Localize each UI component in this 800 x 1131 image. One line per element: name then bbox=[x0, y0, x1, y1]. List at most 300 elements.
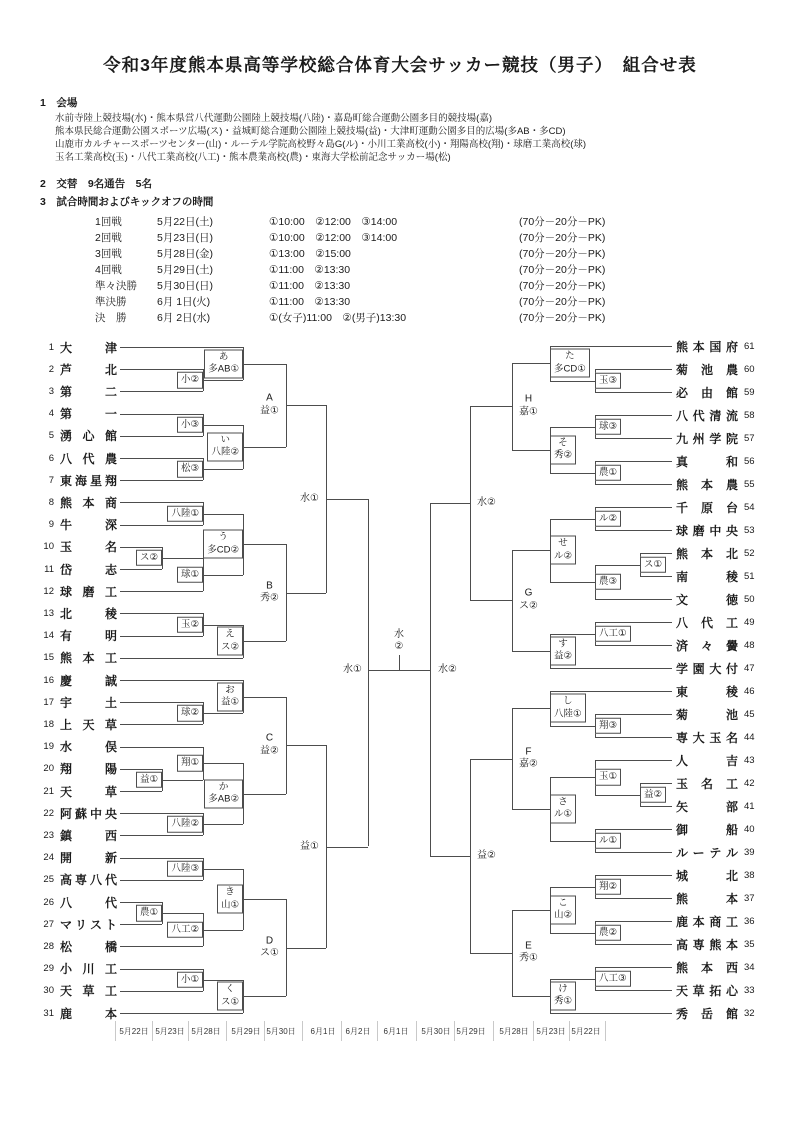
team-seed-number: 38 bbox=[744, 869, 755, 881]
team-row bbox=[38, 361, 118, 377]
team-seed-number: 61 bbox=[744, 340, 755, 352]
team-row bbox=[676, 338, 762, 354]
bracket-line bbox=[595, 392, 672, 393]
team-name-char: 流 bbox=[725, 408, 738, 423]
team-name-char: 高 bbox=[676, 937, 689, 952]
team-name-char: 草 bbox=[692, 983, 705, 998]
team-name-char: テ bbox=[709, 845, 722, 860]
team-name-char: 池 bbox=[700, 362, 713, 377]
team-seed-number: 30 bbox=[43, 985, 54, 997]
team-name-char: 牛 bbox=[60, 518, 73, 533]
team-row bbox=[38, 916, 118, 932]
match-label: 玉② bbox=[177, 616, 203, 633]
bracket-line bbox=[120, 414, 203, 415]
match-label: き 山① bbox=[217, 885, 243, 914]
team-seed-number: 18 bbox=[43, 718, 54, 730]
bracket-line bbox=[595, 599, 672, 600]
team-name-char: 稜 bbox=[104, 606, 117, 621]
bracket-line bbox=[550, 634, 595, 635]
team-name-char: 八 bbox=[60, 895, 73, 910]
bracket-line bbox=[640, 576, 672, 577]
final-match-label: 水 ② bbox=[394, 629, 404, 652]
bracket-line bbox=[595, 829, 672, 830]
team-name bbox=[676, 407, 738, 424]
team-name bbox=[676, 683, 738, 700]
team-name-char: 志 bbox=[104, 562, 117, 577]
team-seed-number: 35 bbox=[744, 938, 755, 950]
team-name-char: 商 bbox=[709, 914, 722, 929]
bracket-line bbox=[550, 668, 672, 669]
team-name-char: 原 bbox=[700, 500, 713, 515]
team-name-char: 熊 bbox=[60, 495, 73, 510]
team-name-char: 大 bbox=[692, 730, 705, 745]
bracket-line bbox=[595, 565, 640, 566]
bracket-line bbox=[550, 473, 595, 474]
team-name-char: 館 bbox=[725, 385, 738, 400]
team-name-char: 上 bbox=[60, 717, 73, 732]
team-name-char: 工 bbox=[104, 984, 117, 999]
match-label: そ 秀② bbox=[550, 435, 576, 464]
footer-tick bbox=[493, 1021, 494, 1041]
schedule-row bbox=[95, 230, 669, 245]
bracket-line bbox=[120, 791, 162, 792]
team-name-char: 八 bbox=[676, 615, 689, 630]
team-row bbox=[38, 694, 118, 710]
team-name-char: 一 bbox=[104, 407, 117, 422]
footer-date: 5月29日 bbox=[231, 1027, 261, 1036]
team-row bbox=[38, 383, 118, 399]
team-name-char: 橋 bbox=[104, 939, 117, 954]
bracket-line bbox=[120, 991, 203, 992]
team-name-char: 玉 bbox=[676, 776, 689, 791]
team-name-char: 黌 bbox=[725, 638, 738, 653]
team-name-char: 北 bbox=[725, 868, 738, 883]
bracket-line bbox=[595, 530, 672, 531]
team-name-char: 名 bbox=[725, 730, 738, 745]
team-row bbox=[38, 406, 118, 422]
team-name-char: 北 bbox=[725, 546, 738, 561]
team-name-char: 本 bbox=[692, 914, 705, 929]
bracket-line bbox=[595, 714, 672, 715]
match-label: 農② bbox=[595, 924, 621, 941]
match-format: (70分－20分－PK) bbox=[519, 232, 606, 244]
team-name-char: 陽 bbox=[104, 762, 117, 777]
team-name-char: 御 bbox=[676, 822, 689, 837]
team-seed-number: 59 bbox=[744, 386, 755, 398]
match-format: (70分－20分－PK) bbox=[519, 280, 606, 292]
team-name-char: 湧 bbox=[60, 429, 73, 444]
team-name-char: 府 bbox=[725, 339, 738, 354]
team-row bbox=[676, 614, 762, 630]
team-name-char: 農 bbox=[104, 451, 117, 466]
bracket-line bbox=[595, 369, 672, 370]
match-label: 八工② bbox=[167, 922, 203, 939]
team-name bbox=[676, 338, 738, 355]
team-row bbox=[38, 472, 118, 488]
team-name-char: 心 bbox=[725, 983, 738, 998]
team-name-char: 天 bbox=[60, 984, 73, 999]
team-name-char: 球 bbox=[676, 523, 689, 538]
footer-tick bbox=[377, 1021, 378, 1041]
team-seed-number: 31 bbox=[43, 1007, 54, 1019]
kickoff-times: ①11:00 ②13:30 bbox=[269, 280, 351, 292]
team-name-char: 磨 bbox=[692, 523, 705, 538]
team-name-char: 宇 bbox=[60, 695, 73, 710]
team-name-char: 熊 bbox=[709, 937, 722, 952]
footer-tick bbox=[264, 1021, 265, 1041]
team-name bbox=[60, 982, 117, 999]
semifinal-right-label: 水② bbox=[438, 663, 457, 675]
team-name-char: 草 bbox=[82, 984, 95, 999]
team-name-char: 大 bbox=[709, 661, 722, 676]
footer-tick bbox=[152, 1021, 153, 1041]
bracket-line bbox=[162, 558, 203, 559]
bracket-line bbox=[286, 948, 326, 949]
team-name bbox=[60, 805, 117, 822]
team-seed-number: 13 bbox=[43, 607, 54, 619]
bracket-line bbox=[243, 364, 286, 365]
bracket-line bbox=[512, 450, 550, 451]
bracket-line bbox=[595, 921, 672, 922]
team-row bbox=[676, 936, 762, 952]
match-label: 水② bbox=[477, 497, 496, 509]
team-name-char: 学 bbox=[709, 431, 722, 446]
match-format: (70分－20分－PK) bbox=[519, 216, 606, 228]
team-row bbox=[38, 872, 118, 888]
team-name bbox=[676, 982, 738, 999]
team-name-char: 天 bbox=[60, 784, 73, 799]
team-name-char: リ bbox=[74, 917, 87, 932]
team-name bbox=[676, 913, 738, 930]
team-name-char: 玉 bbox=[709, 730, 722, 745]
match-label: あ 多AB① bbox=[204, 349, 243, 378]
team-name bbox=[60, 716, 117, 733]
bracket-line bbox=[550, 1013, 672, 1014]
bracket-line bbox=[120, 525, 203, 526]
team-row bbox=[676, 821, 762, 837]
team-name-char: 千 bbox=[676, 500, 689, 515]
team-seed-number: 9 bbox=[48, 519, 54, 531]
match-label: 八陸③ bbox=[167, 860, 203, 877]
bracket-line bbox=[512, 363, 550, 364]
team-row bbox=[38, 938, 118, 954]
bracket-line bbox=[120, 680, 243, 681]
team-name bbox=[676, 637, 738, 654]
team-name bbox=[676, 752, 738, 769]
team-seed-number: 6 bbox=[48, 452, 54, 464]
team-name-char: 開 bbox=[60, 851, 73, 866]
team-name-char: 翔 bbox=[60, 762, 73, 777]
team-name-char: 必 bbox=[676, 385, 689, 400]
bracket-line bbox=[120, 369, 203, 370]
footer-date: 5月23日 bbox=[155, 1027, 185, 1036]
team-name-char: 徳 bbox=[725, 592, 738, 607]
team-name-char: 本 bbox=[104, 1006, 117, 1021]
team-name-char: 人 bbox=[676, 753, 689, 768]
match-label: E 秀① bbox=[519, 940, 538, 964]
bracket-line bbox=[550, 427, 595, 428]
bracket-line bbox=[512, 708, 550, 709]
match-label: た 多CD① bbox=[550, 349, 590, 378]
venue-section-heading: 1 会場 bbox=[40, 97, 78, 109]
team-name-char: 菊 bbox=[676, 707, 689, 722]
footer-date: 5月28日 bbox=[499, 1027, 529, 1036]
bracket-line bbox=[470, 759, 512, 760]
match-label: 八陸② bbox=[167, 816, 203, 833]
bracket-line bbox=[203, 625, 243, 626]
bracket-line bbox=[595, 852, 672, 853]
team-name bbox=[676, 545, 738, 562]
team-name bbox=[60, 871, 117, 888]
footer-tick bbox=[341, 1021, 342, 1041]
match-label: 八工① bbox=[595, 625, 631, 642]
team-row bbox=[676, 453, 762, 469]
team-name-char: 熊 bbox=[676, 960, 689, 975]
bracket-line bbox=[550, 582, 595, 583]
team-name-char: 部 bbox=[725, 799, 738, 814]
team-seed-number: 43 bbox=[744, 754, 755, 766]
team-name-char: 二 bbox=[104, 384, 117, 399]
kickoff-times: ①13:00 ②15:00 bbox=[269, 248, 351, 260]
bracket-line bbox=[243, 641, 286, 642]
bracket-line bbox=[368, 670, 430, 671]
bracket-line bbox=[286, 405, 326, 406]
team-row bbox=[38, 1005, 118, 1021]
team-name bbox=[60, 339, 117, 356]
team-row bbox=[676, 522, 762, 538]
footer-tick bbox=[115, 1021, 116, 1041]
team-row bbox=[38, 894, 118, 910]
substitution-rule: 2 交替 9名通告 5名 bbox=[40, 178, 153, 190]
round-name: 準々決勝 bbox=[95, 280, 137, 292]
team-name-char: 心 bbox=[82, 429, 95, 444]
venue-line: 玉名工業高校(玉)・八代工業高校(八工)・熊本農業高校(農)・東海大学松前記念サッカー場(松) bbox=[55, 152, 451, 163]
team-row bbox=[676, 683, 762, 699]
match-label: う 多CD② bbox=[203, 530, 243, 559]
team-row bbox=[38, 827, 118, 843]
team-seed-number: 60 bbox=[744, 363, 755, 375]
team-row bbox=[38, 850, 118, 866]
bracket-line bbox=[595, 484, 672, 485]
team-name-char: 稜 bbox=[725, 684, 738, 699]
team-seed-number: 27 bbox=[43, 918, 54, 930]
match-date: 5月30日(日) bbox=[157, 280, 214, 292]
match-label: 水① bbox=[300, 492, 319, 504]
bracket-line bbox=[120, 436, 203, 437]
team-name-char: 熊 bbox=[676, 477, 689, 492]
team-name-char: 草 bbox=[104, 784, 117, 799]
team-row bbox=[676, 407, 762, 423]
match-label: A 益① bbox=[260, 392, 279, 417]
team-name-char: 拓 bbox=[709, 983, 722, 998]
team-name bbox=[676, 729, 738, 746]
team-name bbox=[60, 960, 117, 977]
team-seed-number: 3 bbox=[48, 385, 54, 397]
kickoff-times: ①10:00 ②12:00 ③14:00 bbox=[269, 232, 398, 244]
team-name-char: 本 bbox=[700, 960, 713, 975]
team-name-char: 本 bbox=[700, 546, 713, 561]
team-name-char: 熊 bbox=[676, 339, 689, 354]
team-seed-number: 46 bbox=[744, 685, 755, 697]
match-label: い 八陸② bbox=[207, 432, 243, 461]
bracket-line bbox=[595, 944, 672, 945]
team-seed-number: 36 bbox=[744, 915, 755, 927]
round-name: 1回戦 bbox=[95, 216, 122, 228]
team-name bbox=[60, 361, 117, 378]
match-label: H 嘉① bbox=[519, 393, 538, 418]
semifinal-left-label: 水① bbox=[343, 663, 362, 675]
bracket-line bbox=[120, 391, 203, 392]
bracket-line bbox=[550, 346, 672, 347]
team-name bbox=[676, 430, 738, 447]
match-label: 農① bbox=[136, 905, 162, 922]
team-seed-number: 2 bbox=[48, 363, 54, 375]
team-row bbox=[676, 844, 762, 860]
bracket-line bbox=[512, 651, 550, 652]
match-label: 翔② bbox=[595, 878, 621, 895]
team-name bbox=[676, 522, 738, 539]
team-seed-number: 25 bbox=[43, 874, 54, 886]
team-row bbox=[676, 499, 762, 515]
team-name-char: 津 bbox=[104, 340, 117, 355]
bracket-line bbox=[640, 806, 672, 807]
team-name bbox=[60, 1005, 117, 1022]
team-seed-number: 42 bbox=[744, 777, 755, 789]
team-name-char: 々 bbox=[700, 638, 713, 653]
team-name-char: 矢 bbox=[676, 799, 689, 814]
team-name-char: 菊 bbox=[676, 362, 689, 377]
team-seed-number: 40 bbox=[744, 823, 755, 835]
footer-tick bbox=[569, 1021, 570, 1041]
team-seed-number: 39 bbox=[744, 846, 755, 858]
bracket-line bbox=[595, 622, 672, 623]
team-name-char: 高 bbox=[60, 873, 73, 888]
match-label: 小② bbox=[177, 372, 203, 389]
team-name-char: 済 bbox=[676, 638, 689, 653]
team-name-char: 熊 bbox=[676, 546, 689, 561]
team-name-char: 州 bbox=[692, 431, 705, 446]
team-name-char: ル bbox=[725, 845, 738, 860]
team-row bbox=[38, 339, 118, 355]
team-row bbox=[676, 913, 762, 929]
team-seed-number: 54 bbox=[744, 501, 755, 513]
team-seed-number: 14 bbox=[43, 630, 54, 642]
team-name-char: 本 bbox=[82, 495, 95, 510]
team-name-char: 園 bbox=[692, 661, 705, 676]
team-name-char: 磨 bbox=[82, 584, 95, 599]
team-row bbox=[676, 1005, 762, 1021]
team-row bbox=[676, 568, 762, 584]
team-seed-number: 20 bbox=[43, 763, 54, 775]
footer-date: 5月23日 bbox=[536, 1027, 566, 1036]
team-name-char: 和 bbox=[725, 454, 738, 469]
schedule-row bbox=[95, 214, 669, 229]
bracket-line bbox=[120, 769, 162, 770]
match-label: B 秀② bbox=[260, 580, 279, 604]
team-name-char: 商 bbox=[104, 495, 117, 510]
team-seed-number: 49 bbox=[744, 616, 755, 628]
team-name bbox=[676, 476, 738, 493]
match-label: し 八陸① bbox=[550, 694, 586, 723]
match-label: 翔③ bbox=[595, 717, 621, 734]
team-row bbox=[38, 761, 118, 777]
team-name-char: 八 bbox=[60, 451, 73, 466]
team-name-char: 大 bbox=[60, 340, 73, 355]
team-seed-number: 50 bbox=[744, 593, 755, 605]
team-row bbox=[38, 739, 118, 755]
team-name-char: 東 bbox=[60, 473, 73, 488]
footer-date: 5月22日 bbox=[571, 1027, 601, 1036]
team-seed-number: 15 bbox=[43, 652, 54, 664]
match-label: 益① bbox=[300, 840, 319, 852]
bracket-line bbox=[595, 461, 672, 462]
team-name bbox=[60, 760, 117, 777]
team-name-char: 新 bbox=[104, 851, 117, 866]
team-name-char: 本 bbox=[700, 477, 713, 492]
bracket-line bbox=[243, 899, 286, 900]
team-seed-number: 26 bbox=[43, 896, 54, 908]
team-name-char: 工 bbox=[104, 584, 117, 599]
bracket-line bbox=[470, 600, 512, 601]
bracket-line bbox=[512, 996, 550, 997]
team-name bbox=[60, 827, 117, 844]
match-label: ル① bbox=[595, 832, 621, 849]
match-label: 農③ bbox=[595, 574, 621, 591]
team-name-char: 蘇 bbox=[74, 806, 87, 821]
bracket-line bbox=[120, 658, 243, 659]
team-row bbox=[676, 798, 762, 814]
team-name bbox=[60, 649, 117, 666]
team-name-char: ー bbox=[692, 845, 705, 860]
team-name bbox=[676, 867, 738, 884]
team-seed-number: 48 bbox=[744, 639, 755, 651]
footer-date: 5月30日 bbox=[421, 1027, 451, 1036]
match-format: (70分－20分－PK) bbox=[519, 296, 606, 308]
team-name-char: 星 bbox=[89, 473, 102, 488]
team-name-char: 南 bbox=[676, 569, 689, 584]
team-name-char: 工 bbox=[725, 615, 738, 630]
venue-line: 山鹿市カルチャースポーツセンター(山)・ルーテル学院高校野々島G(ル)・小川工業高校(小)・翔陽高校(翔)・球磨工業高校(球) bbox=[55, 139, 587, 150]
footer-date: 6月1日 bbox=[383, 1027, 409, 1036]
match-label: ス① bbox=[640, 556, 666, 573]
match-label: D ス① bbox=[260, 935, 279, 959]
team-seed-number: 44 bbox=[744, 731, 755, 743]
match-label: 八陸① bbox=[167, 505, 203, 522]
team-row bbox=[38, 805, 118, 821]
match-label: 球③ bbox=[595, 418, 621, 435]
team-name-char: 専 bbox=[692, 937, 705, 952]
bracket-line bbox=[550, 887, 595, 888]
match-label: 八工③ bbox=[595, 970, 631, 987]
venue-line: 熊本県民総合運動公園スポーツ広場(ス)・益城町総合運動公園陸上競技場(益)・大津町運動公園多目的広場(多AB・多CD) bbox=[55, 126, 566, 137]
schedule-row bbox=[95, 310, 669, 325]
match-label: け 秀① bbox=[550, 981, 576, 1010]
match-date: 6月 1日(火) bbox=[157, 296, 211, 308]
match-label: 益① bbox=[136, 772, 162, 789]
team-name-char: 国 bbox=[709, 339, 722, 354]
bracket-line bbox=[120, 502, 203, 503]
team-name-char: 央 bbox=[725, 523, 738, 538]
team-name-char: 北 bbox=[60, 606, 73, 621]
team-name bbox=[60, 916, 117, 933]
team-name bbox=[60, 583, 117, 600]
team-name-char: 由 bbox=[700, 385, 713, 400]
team-name-char: 有 bbox=[60, 629, 73, 644]
team-name bbox=[60, 849, 117, 866]
footer-tick bbox=[605, 1021, 606, 1041]
team-name-char: 代 bbox=[104, 873, 117, 888]
match-date: 5月28日(金) bbox=[157, 248, 214, 260]
